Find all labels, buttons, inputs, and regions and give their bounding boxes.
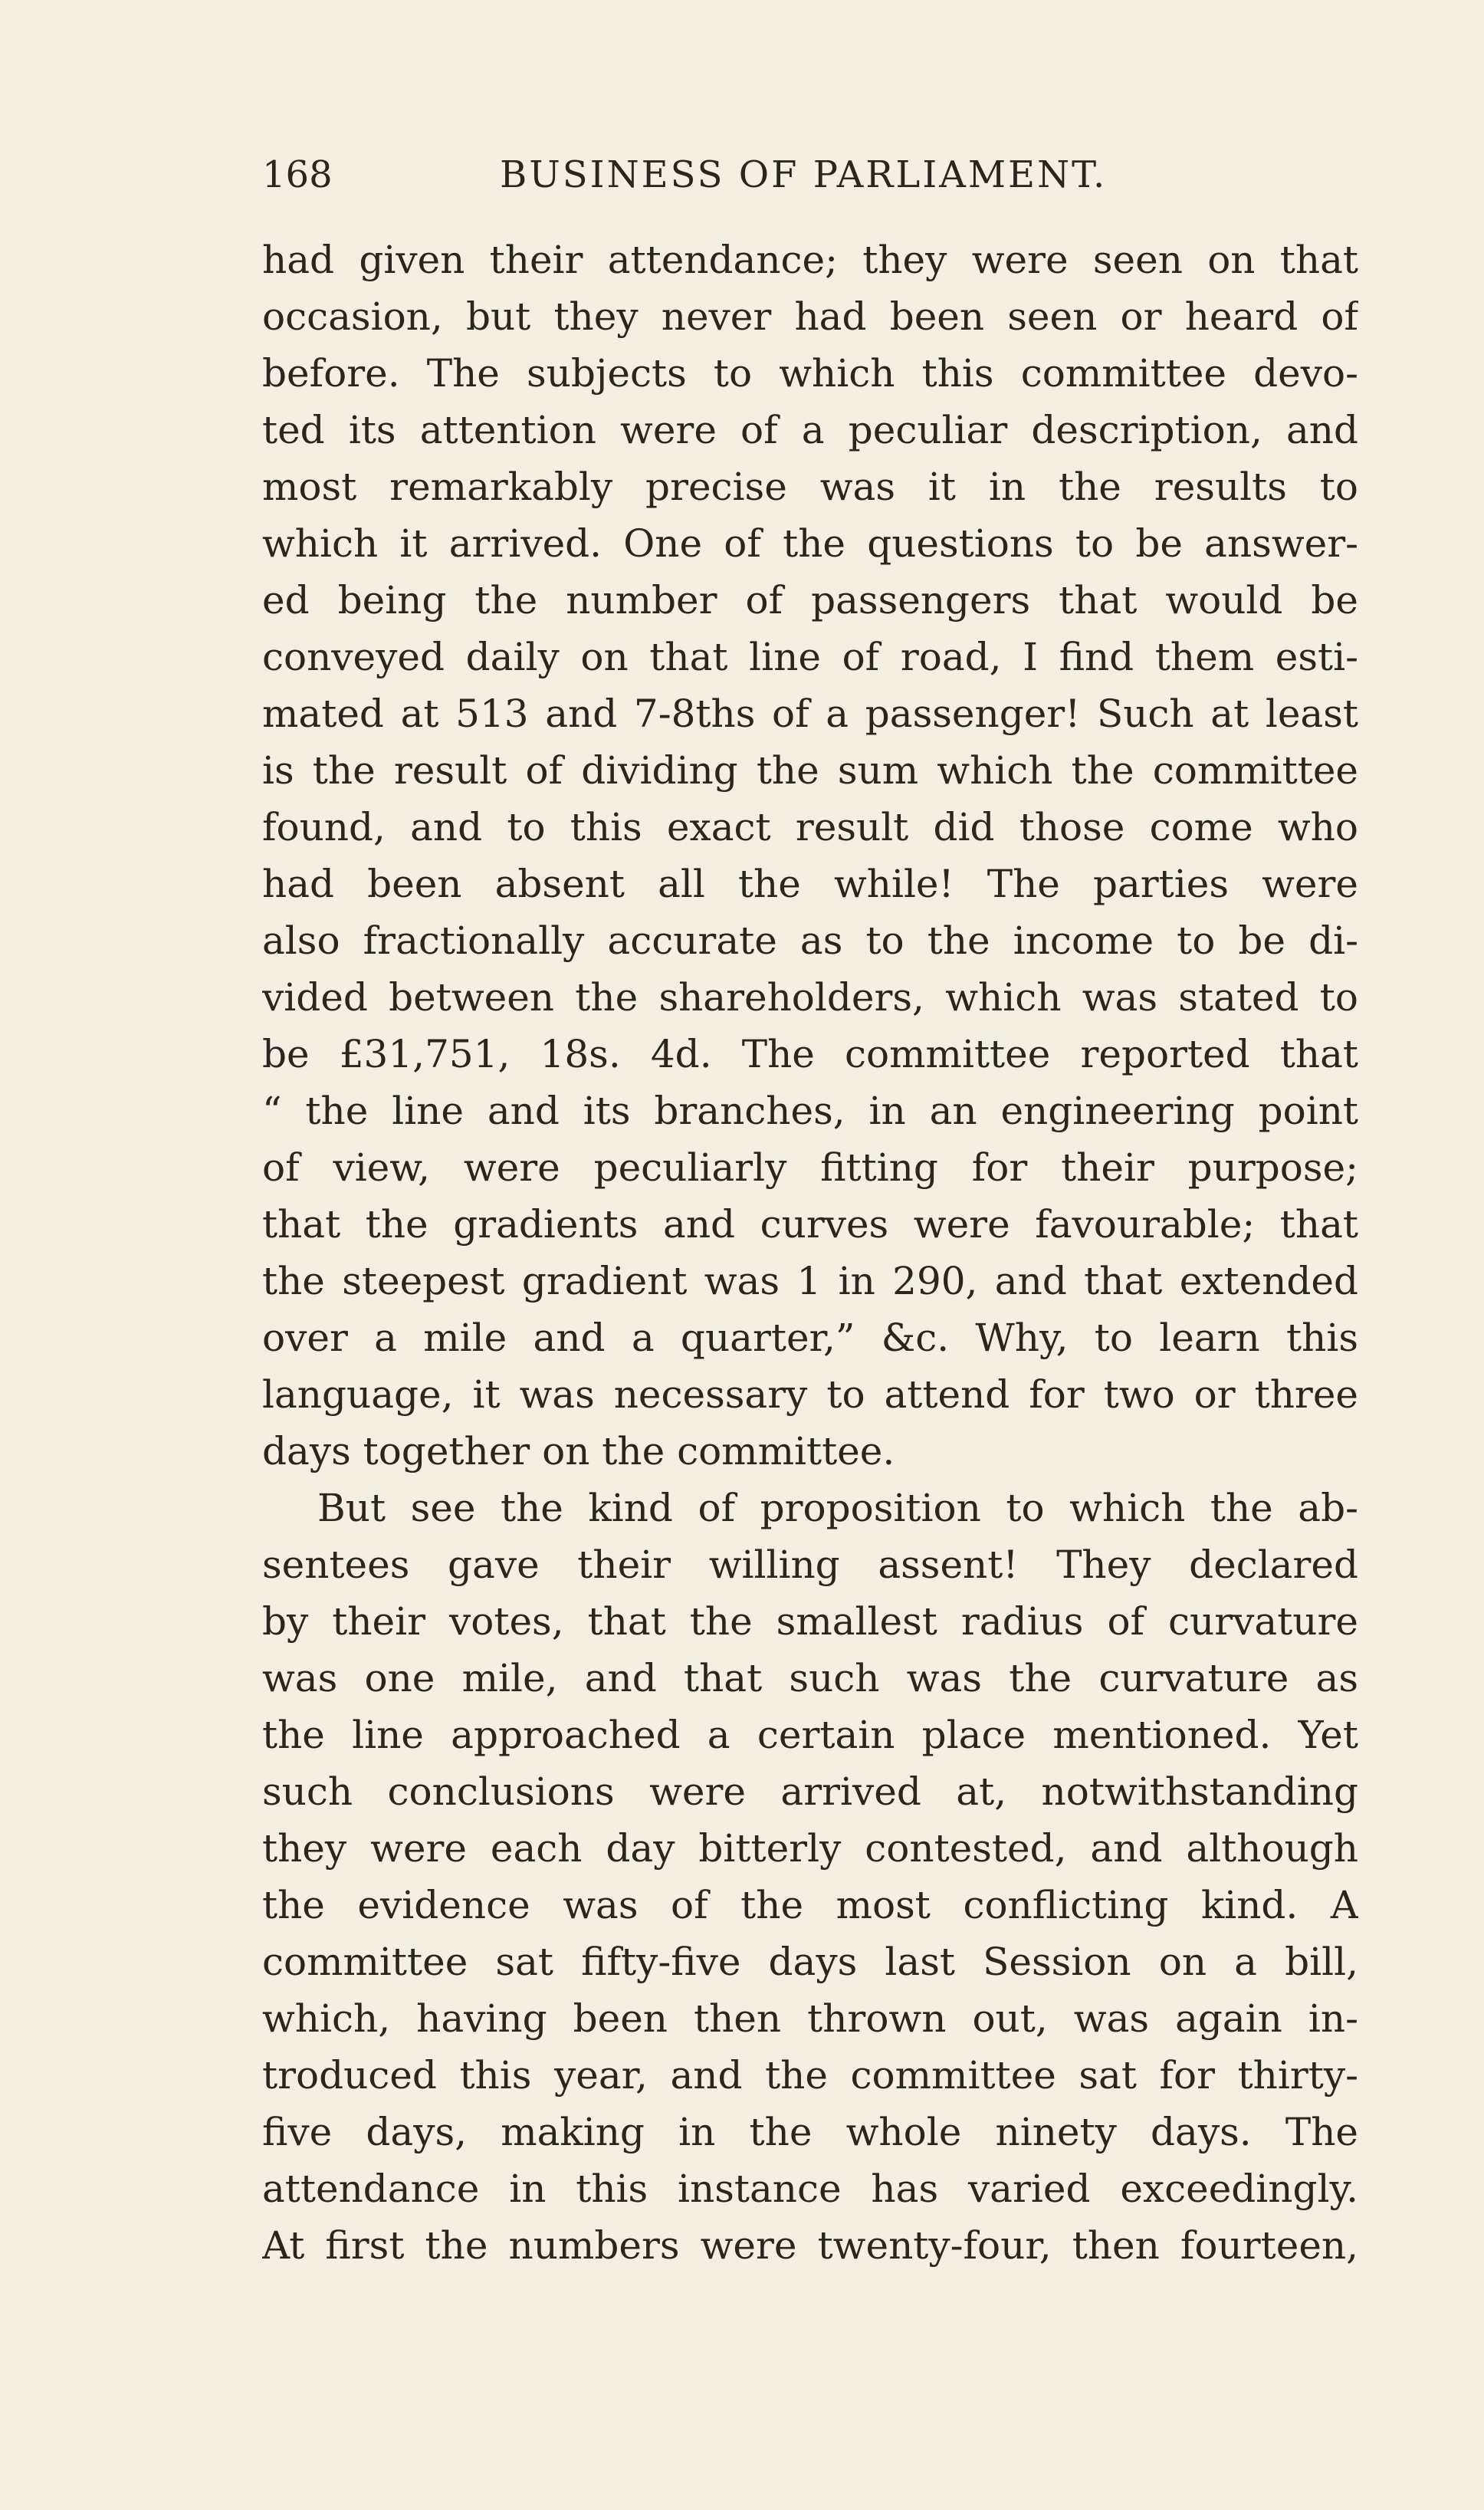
text-line: five days, making in the whole ninety days. The — [262, 2110, 1358, 2154]
running-head: BUSINESS OF PARLIAMENT. — [500, 153, 1108, 196]
page-number: 168 — [262, 153, 333, 196]
page-header — [262, 153, 1358, 207]
text-line: the steepest gradient was 1 in 290, and that extended — [262, 1259, 1358, 1303]
text-line: committee sat fifty-five days last Session on a bill, — [262, 1940, 1358, 1984]
text-line: “ the line and its branches, in an engineering point — [262, 1089, 1358, 1133]
text-line: the line approached a certain place mentioned. Yet — [262, 1713, 1358, 1757]
text-line: days together on the committee. — [262, 1429, 895, 1473]
text-line: mated at 513 and 7-8ths of a passenger! Such at least — [262, 692, 1358, 736]
text-line: ed being the number of passengers that would be — [262, 578, 1358, 623]
text-line: most remarkably precise was it in the results to — [262, 465, 1358, 509]
text-line: was one mile, and that such was the curvature as — [262, 1656, 1358, 1700]
text-line: ted its attention were of a peculiar description, and — [262, 408, 1358, 452]
text-line: conveyed daily on that line of road, I find them esti- — [262, 635, 1358, 679]
text-line: sentees gave their willing assent! They declared — [262, 1542, 1358, 1587]
text-line: such conclusions were arrived at, notwithstanding — [262, 1769, 1358, 1814]
text-line: also fractionally accurate as to the income to be di- — [262, 918, 1358, 963]
text-line: the evidence was of the most conflicting kind. A — [262, 1883, 1358, 1927]
text-line: troduced this year, and the committee sat for thirty- — [262, 2053, 1358, 2098]
text-line: that the gradients and curves were favourable; that — [262, 1202, 1358, 1247]
text-line: had given their attendance; they were seen on that — [262, 238, 1358, 282]
text-line: which it arrived. One of the questions to be answer- — [262, 521, 1358, 566]
text-line: before. The subjects to which this committee devo- — [262, 351, 1358, 396]
text-line: be £31,751, 18s. 4d. The committee reported that — [262, 1032, 1358, 1076]
text-line: which, having been then thrown out, was again in- — [262, 1996, 1358, 2041]
text-line: occasion, but they never had been seen or heard of — [262, 294, 1358, 339]
text-line: found, and to this exact result did those come who — [262, 805, 1358, 849]
text-line: attendance in this instance has varied exceedingly. — [262, 2167, 1358, 2211]
text-line: they were each day bitterly contested, and although — [262, 1826, 1358, 1871]
text-line: over a mile and a quarter,” &c. Why, to learn this — [262, 1316, 1358, 1360]
paragraph-start-line: But see the kind of proposition to which the ab- — [317, 1486, 1358, 1530]
text-line: had been absent all the while! The parties were — [262, 862, 1358, 906]
text-line: language, it was necessary to attend for two or three — [262, 1372, 1358, 1417]
text-line: At first the numbers were twenty-four, then fourteen, — [262, 2223, 1358, 2268]
text-line: vided between the shareholders, which was stated to — [262, 975, 1358, 1020]
body-text — [262, 232, 1358, 2274]
text-line: of view, were peculiarly fitting for their purpose; — [262, 1145, 1358, 1190]
text-line: by their votes, that the smallest radius of curvature — [262, 1599, 1358, 1644]
text-line: is the result of dividing the sum which the committee — [262, 748, 1358, 793]
